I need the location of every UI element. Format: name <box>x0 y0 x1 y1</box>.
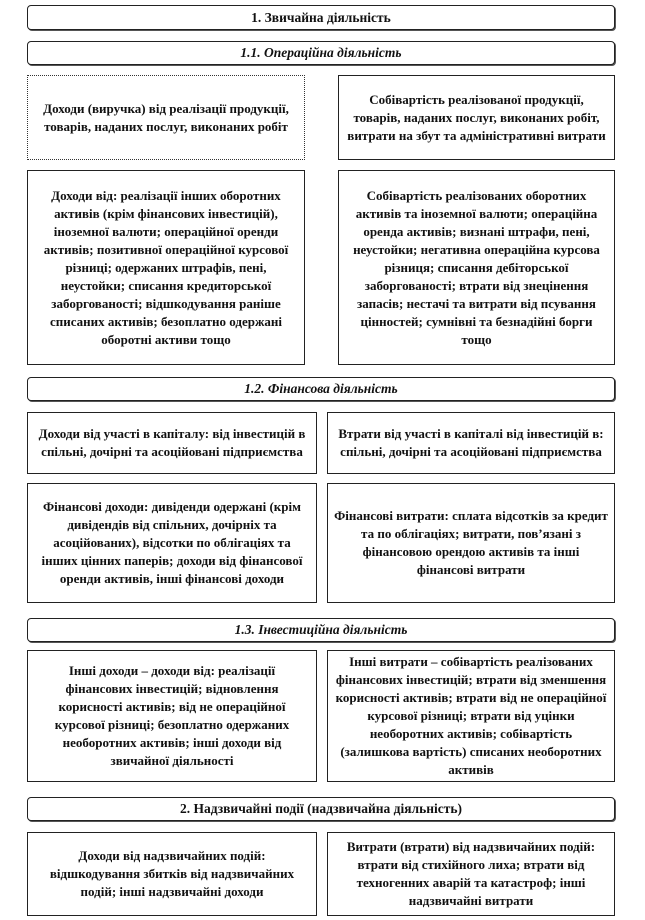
subsection-investment-title: 1.3. Інвестиційна діяльність <box>234 622 408 637</box>
operating-revenue-text: Доходи (виручка) від реалізації продукції, товарів, наданих послуг, виконаних робіт <box>43 100 289 134</box>
subsection-financial-title: 1.2. Фінансова діяльність <box>244 381 398 396</box>
operating-cost-text: Собівартість реалізованої продукції, товарів, наданих послуг, виконаних робіт, витрати на збут та адміністративні витрати <box>347 91 606 143</box>
section-1-header <box>27 5 615 30</box>
other-operating-income-text: Доходи від: реалізації інших оборотних активів (крім фінансових інвестицій), іноземної валюти; операційної оренди активів; позитивної операційної курсової різниці; одержаних штрафів, пені, неустойки; списання кредиторської заборгованості; відшкодування раніше списаних активів; безоплатно одержані оборотні активи тощо <box>43 187 289 347</box>
subsection-financial-header <box>27 377 615 401</box>
section-2-title: 2. Надзвичайні події (надзвичайна діяльність) <box>179 801 463 816</box>
other-operating-income-box <box>27 170 305 365</box>
equity-loss-box <box>327 412 615 474</box>
investment-income-box <box>27 650 317 782</box>
equity-income-text: Доходи від участі в капіталу: від інвестицій в спільні, дочірні та асоційовані підприємства <box>38 426 306 459</box>
operating-cost-box <box>338 75 615 160</box>
other-operating-expenses-text: Собівартість реалізованих оборотних активів та іноземної валюти; операційна оренда активів; визнані штрафи, пені, неустойки; негативна операційна курсова різниця; списання дебіторської заборгованості; втрати від знецінення запасів; нестачі та витрати від псування цінностей; сумнівні та безнадійні борги тощо <box>353 187 600 347</box>
extraordinary-expenses-box <box>327 832 615 916</box>
financial-expenses-box <box>327 483 615 603</box>
investment-expenses-text: Інші витрати – собівартість реалізованих фінансових інвестицій; втрати від зменшення корисності активів; втрати від не операційної курсової різниці; втрати від уцінки необоротних активів; собівартість (залишкова вартість) списаних необоротних активів <box>335 654 607 777</box>
other-operating-expenses-box <box>338 170 615 365</box>
equity-loss-text: Втрати від участі в капіталі від інвестицій в: спільні, дочірні та асоційовані підприємства <box>338 426 604 459</box>
section-2-header <box>27 797 615 821</box>
financial-income-box <box>27 483 317 603</box>
extraordinary-income-box <box>27 832 317 916</box>
subsection-operating-title: 1.1. Операційна діяльність <box>240 45 402 60</box>
subsection-operating-header <box>27 41 615 65</box>
investment-expenses-box <box>327 650 615 782</box>
financial-income-text: Фінансові доходи: дивіденди одержані (крім дивідендів від спільних, дочірніх та асоційованих), відсотки по облігаціях та інших цінних паперів; доходи від фінансової оренди активів, інші фінансові доходи <box>41 499 303 586</box>
operating-revenue-box <box>27 75 305 160</box>
extraordinary-income-text: Доходи від надзвичайних подій: відшкодування збитків від надзвичайних подій; інші надзвичайні доходи <box>49 848 295 899</box>
section-1-title: 1. Звичайна діяльність <box>251 9 391 25</box>
investment-income-text: Інші доходи – доходи від: реалізації фінансових інвестицій; відновлення корисності активів; від не операційної курсової різниці; безоплатно одержаних необоротних активів; інші доходи від звичайної діяльності <box>54 663 290 768</box>
equity-income-box <box>27 412 317 474</box>
subsection-investment-header <box>27 618 615 642</box>
extraordinary-expenses-text: Витрати (втрати) від надзвичайних подій: втрати від стихійного лиха; втрати від техногенних аварій та катастроф; інші надзвичайні витрати <box>346 839 596 908</box>
financial-expenses-text: Фінансові витрати: сплата відсотків за кредит та по облігаціях; витрати, пов’язані з фінансовою орендою активів та інші фінансові витрати <box>334 508 608 577</box>
